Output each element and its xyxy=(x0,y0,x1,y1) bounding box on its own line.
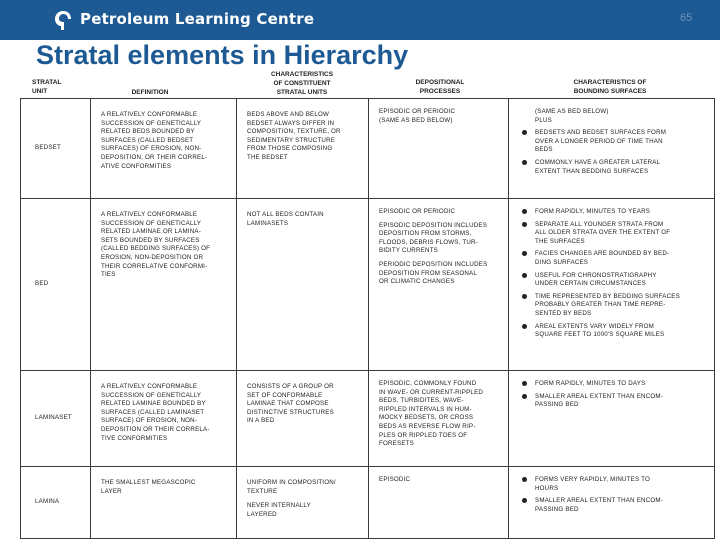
bounding-cell xyxy=(509,199,715,371)
processes-text: EPISODIC xyxy=(379,476,411,483)
bullet-icon xyxy=(522,294,527,299)
bounding-list-item xyxy=(519,323,710,340)
bounding-list-item xyxy=(519,129,710,155)
bounding-list-item xyxy=(519,476,710,493)
bounding-list-item xyxy=(519,159,710,176)
definition-cell xyxy=(91,467,237,539)
page-number: 65 xyxy=(680,12,693,24)
stratal-unit-cell: BED xyxy=(21,199,91,371)
table-row xyxy=(21,467,715,539)
processes-text: EPISODIC OR PERIODIC (SAME AS BED BELOW) xyxy=(379,108,456,124)
bounding-plain-text: (SAME AS BED BELOW) PLUS xyxy=(535,108,609,124)
processes-text: PERIODIC DEPOSITION INCLUDES DEPOSITION FROM SEASONAL OR CLIMATIC CHANGES xyxy=(379,260,488,286)
bullet-icon xyxy=(522,209,527,214)
definition-text: A RELATIVELY CONFORMABLE SUCCESSION OF GENETICALLY RELATED BEDS BOUNDED BY SURFACES (CALLED BEDSET SURFACES) OF EROSION, NON- DEPOSITION, OR THEIR CORREL- ATIVE CONFORMITIES xyxy=(101,111,208,170)
definition-cell xyxy=(91,99,237,199)
characteristics-text: CONSISTS OF A GROUP OR SET OF CONFORMABLE LAMINAE THAT COMPOSE DISTINCTIVE STRUCTURES IN A BED xyxy=(247,383,334,425)
stratal-unit-cell: BEDSET xyxy=(21,99,91,199)
column-header-processes: DEPOSITIONAL PROCESSES xyxy=(415,79,465,95)
characteristics-text: UNIFORM IN COMPOSITION/ TEXTURE xyxy=(247,479,336,495)
header-bar xyxy=(0,0,720,40)
column-header-bounding: CHARACTERISTICS OF BOUNDING SURFACES xyxy=(573,79,647,95)
characteristics-cell xyxy=(237,371,369,467)
processes-text: EPISODIC OR PERIODIC xyxy=(379,208,456,215)
bounding-list-item xyxy=(519,380,710,389)
bounding-text: FORM RAPIDLY, MINUTES TO DAYS xyxy=(535,380,646,387)
bounding-cell xyxy=(509,371,715,467)
bounding-text: FACIES CHANGES ARE BOUNDED BY BED- DING SURFACES xyxy=(535,250,670,266)
bullet-icon xyxy=(522,324,527,329)
bullet-icon xyxy=(522,498,527,503)
characteristics-text: NOT ALL BEDS CONTAIN LAMINASETS xyxy=(247,211,324,227)
bounding-text: SEPARATE ALL YOUNGER STRATA FROM ALL OLDER STRATA OVER THE EXTENT OF THE SURFACES xyxy=(535,220,671,245)
table-row xyxy=(21,99,715,199)
bounding-text: FORM RAPIDLY, MINUTES TO YEARS xyxy=(535,208,651,215)
definition-text: A RELATIVELY CONFORMABLE SUCCESSION OF GENETICALLY RELATED LAMINAE BOUNDED BY SURFACES (CALLED LAMINASET SURFACE) OF EROSION, NON- DEPOSITION OR THEIR CORRELA- TIVE CONFORMITIES xyxy=(101,383,210,442)
bullet-icon xyxy=(522,477,527,482)
bullet-icon xyxy=(522,273,527,278)
brand-name: Petroleum Learning Centre xyxy=(80,10,315,28)
bullet-icon xyxy=(522,381,527,386)
definition-text: THE SMALLEST MEGASCOPIC LAYER xyxy=(101,479,196,495)
table-row xyxy=(21,199,715,371)
stratal-unit-cell: LAMINA xyxy=(21,467,91,539)
bounding-list-item xyxy=(519,497,710,514)
bounding-list-item xyxy=(519,208,710,217)
bounding-text: BEDSETS AND BEDSET SURFACES FORM OVER A LONGER PERIOD OF TIME THAN BEDS xyxy=(535,129,667,154)
bullet-icon xyxy=(522,222,527,227)
bounding-text: SMALLER AREAL EXTENT THAN ENCOM- PASSING BED xyxy=(535,392,664,409)
bounding-list-item xyxy=(519,293,710,319)
bullet-icon xyxy=(522,394,527,399)
bounding-text: FORMS VERY RAPIDLY, MINUTES TO HOURS xyxy=(535,476,650,492)
slide-title: Stratal elements in Hierarchy xyxy=(36,40,409,70)
bounding-text: COMMONLY HAVE A GREATER LATERAL EXTENT THAN BEDDING SURFACES xyxy=(535,158,661,175)
bounding-list-item xyxy=(519,250,710,267)
bullet-icon xyxy=(522,130,527,135)
processes-cell xyxy=(369,371,509,467)
bounding-text: USEFUL FOR CHRONOSTRATIGRAPHY UNDER CERTAIN CIRCUMSTANCES xyxy=(535,271,657,288)
characteristics-text: NEVER INTERNALLY LAYERED xyxy=(247,502,311,518)
column-header-characteristics: CHARACTERISTICS OF CONSTITUENT STRATAL UNITS xyxy=(270,71,334,96)
processes-text: EPISODIC, COMMONLY FOUND IN WAVE- OR CURRENT-RIPPLED BEDS, TURBIDITES, WAVE- RIPPLED INTERVALS IN HUM- MOCKY BEDSETS, OR CROSS BEDS AS REVERSE FLOW RIP- PLES OR RIPPLED TOES OF FORESETS xyxy=(379,380,484,448)
characteristics-cell xyxy=(237,99,369,199)
column-header-unit: STRATAL UNIT xyxy=(32,79,62,95)
characteristics-cell xyxy=(237,199,369,371)
bullet-icon xyxy=(522,251,527,256)
bounding-text: AREAL EXTENTS VARY WIDELY FROM SQUARE FEET TO 1000'S SQUARE MILES xyxy=(535,322,665,339)
processes-cell xyxy=(369,199,509,371)
bounding-text: SMALLER AREAL EXTENT THAN ENCOM- PASSING BED xyxy=(535,497,664,513)
column-header-definition: DEFINITION xyxy=(131,89,169,96)
stratal-unit-cell: LAMINASET xyxy=(21,371,91,467)
characteristics-text: BEDS ABOVE AND BELOW BEDSET ALWAYS DIFFER IN COMPOSITION, TEXTURE, OR SEDIMENTARY STRUCTURE FROM THOSE COMPOSING THE BEDSET xyxy=(247,111,341,161)
processes-cell xyxy=(369,99,509,199)
bounding-cell xyxy=(509,467,715,539)
bounding-text: TIME REPRESENTED BY BEDDING SURFACES PROBABLY GREATER THAN TIME REPRE- SENTED BY BEDS xyxy=(535,292,680,317)
bounding-cell xyxy=(509,99,715,199)
definition-cell xyxy=(91,199,237,371)
drop-logo-icon xyxy=(52,9,74,31)
table-row xyxy=(21,371,715,467)
bounding-list-item xyxy=(519,272,710,289)
characteristics-cell xyxy=(237,467,369,539)
definition-cell xyxy=(91,371,237,467)
bounding-list-item xyxy=(519,393,710,410)
processes-cell xyxy=(369,467,509,539)
processes-text: EPISODIC DEPOSITION INCLUDES DEPOSITION FROM STORMS, FLOODS, DEBRIS FLOWS, TUR- BIDITY CURRENTS xyxy=(379,221,488,255)
definition-text: A RELATIVELY CONFORMABLE SUCCESSION OF GENETICALLY RELATED LAMINAE OR LAMINA- SETS BOUNDED BY SURFACES (CALLED BEDDING SURFACES) OF EROSION, NON-DEPOSITION OR THEIR CORRELATIVE CONFORMI- TIES xyxy=(101,211,211,279)
bullet-icon xyxy=(522,160,527,165)
hierarchy-table xyxy=(20,98,715,539)
bounding-list-item xyxy=(519,221,710,247)
